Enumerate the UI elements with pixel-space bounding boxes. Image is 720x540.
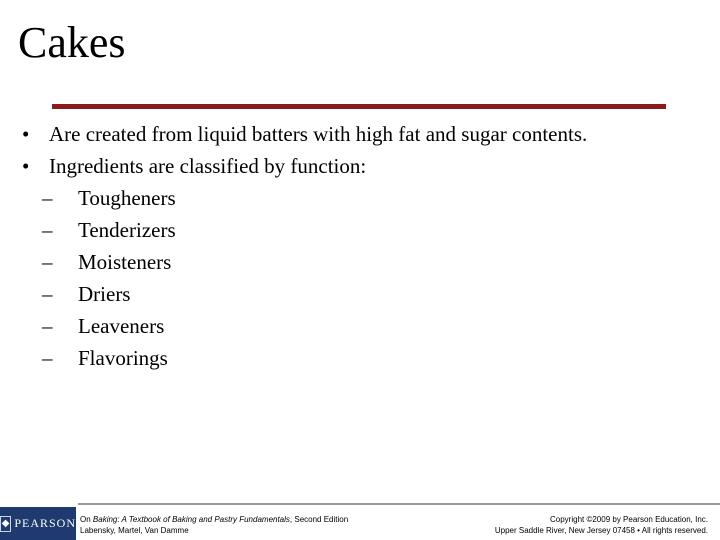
title-underline [52,104,666,109]
citation-line [80,514,348,525]
footer-divider [78,503,720,505]
bullet-text: Are created from liquid batters with high fat and sugar contents. [49,122,588,146]
bullet-text: Ingredients are classified by function: [49,154,367,178]
dash-marker: – [42,282,53,306]
sub-bullet-text: Flavorings [78,346,168,370]
sub-bullet-text: Tenderizers [78,218,176,242]
edition-text: , Second Edition [289,515,349,524]
dash-marker: – [42,186,53,210]
sub-bullet-text: Leaveners [78,314,165,338]
bullet-item [22,150,702,182]
sub-bullet-text: Moisteners [78,250,172,274]
pearson-logo [0,507,76,540]
bullet-item [22,118,702,150]
sub-bullet-item [22,310,702,342]
book-citation [80,514,348,536]
sub-bullet-item [22,214,702,246]
copyright-text: Copyright ©2009 by Pearson Education, Inc. [550,515,708,524]
copyright-notice [495,514,708,536]
dash-marker: – [42,314,53,338]
address-text: Upper Saddle River, New Jersey 07458 • All rights reserved. [494,526,708,535]
slide-content [22,118,702,374]
citation-prefix: On [80,515,93,524]
sub-bullet-item [22,246,702,278]
sub-bullet-item [22,278,702,310]
sub-bullet-item [22,342,702,374]
dash-marker: – [42,250,53,274]
logo-wordmark: PEARSON [14,516,76,530]
sub-bullet-item [22,182,702,214]
authors-text: Labensky, Martel, Van Damme [80,526,189,535]
sub-bullet-text: Tougheners [78,186,176,210]
pearson-emblem-icon: ◆ [0,516,11,532]
slide-title: Cakes [18,18,126,67]
bullet-marker: • [22,154,30,178]
dash-marker: – [42,346,53,370]
bullet-marker: • [22,122,30,146]
sub-bullet-text: Driers [78,282,131,306]
book-title: Baking: A Textbook of Baking and Pastry Fundamentals [92,515,290,524]
dash-marker: – [42,218,53,242]
